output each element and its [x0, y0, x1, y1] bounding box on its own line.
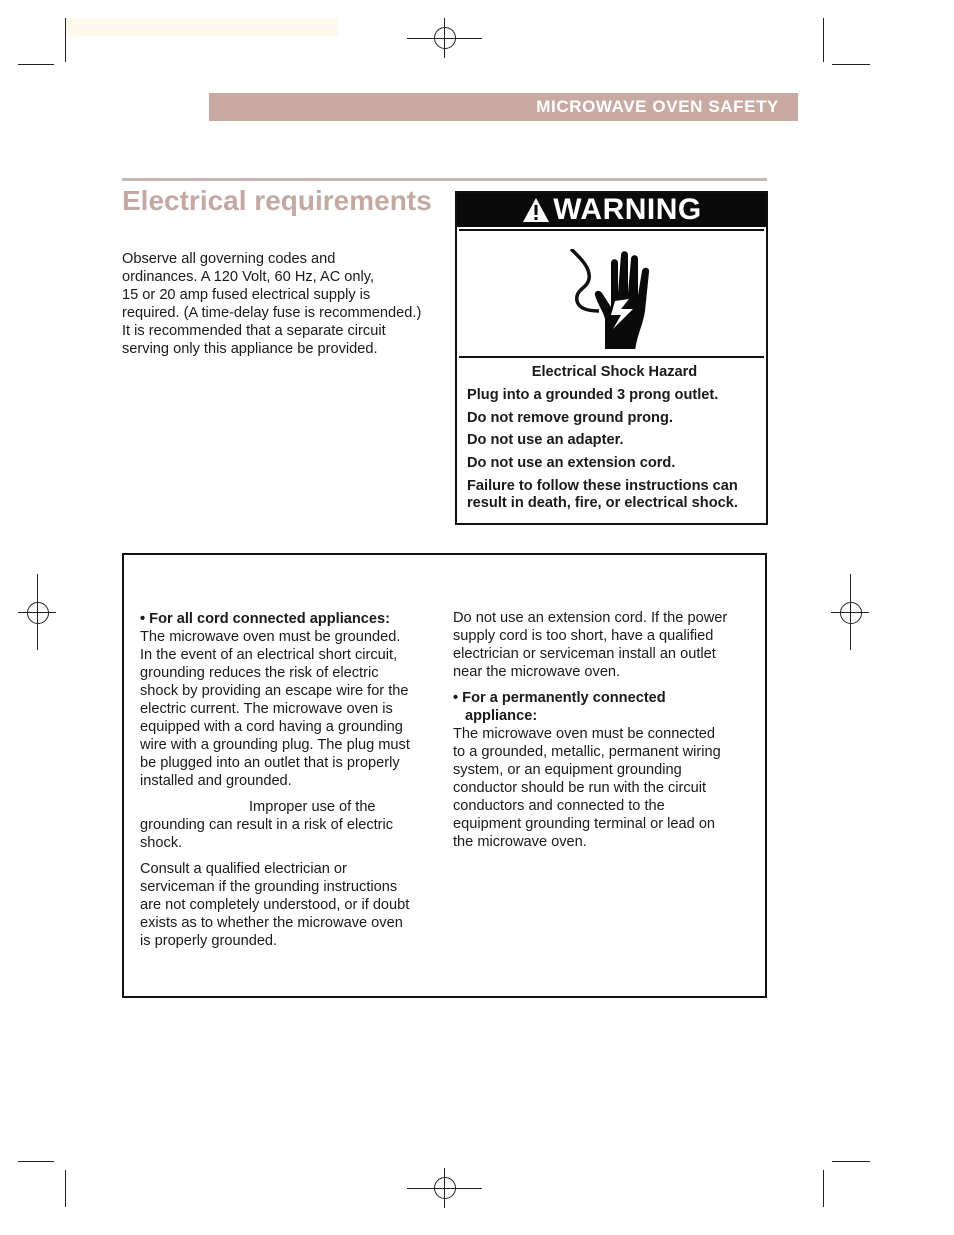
grounding-left-column — [140, 610, 440, 958]
text-line: Improper use of the — [249, 799, 376, 815]
intro-line: required. (A time-delay fuse is recommended.) — [122, 305, 422, 321]
text-line: is properly grounded. — [140, 933, 278, 949]
text-line: equipped with a cord having a grounding — [140, 719, 403, 735]
warning-text — [467, 364, 762, 518]
warning-instruction: Plug into a grounded 3 prong outlet. — [467, 386, 719, 403]
warning-triangle-icon — [521, 196, 551, 224]
text-line: equipment grounding terminal or lead on — [453, 816, 716, 832]
text-line: system, or an equipment grounding — [453, 762, 682, 778]
intro-line: ordinances. A 120 Volt, 60 Hz, AC only, — [122, 269, 375, 285]
text-line: electrician or serviceman install an outlet — [453, 646, 716, 662]
text-line: be plugged into an outlet that is properly — [140, 755, 400, 771]
registration-line — [444, 1168, 445, 1208]
consult-paragraph — [140, 860, 440, 950]
text-line: Consult a qualified electrician or — [140, 861, 347, 877]
permanent-connection-heading: appliance: — [465, 708, 538, 724]
text-line: shock. — [140, 835, 183, 851]
crop-mark — [823, 18, 824, 62]
text-line: near the microwave oven. — [453, 664, 621, 680]
permanent-connection-heading: • For a permanently connected — [453, 690, 666, 706]
intro-line: Observe all governing codes and — [122, 251, 336, 267]
warning-label: WARNING — [553, 193, 702, 226]
text-line: wire with a grounding plug. The plug must — [140, 737, 410, 753]
improper-use-paragraph — [140, 798, 440, 852]
text-line: grounding can result in a risk of electric — [140, 817, 394, 833]
crop-mark — [65, 1170, 66, 1207]
text-line: Do not use an extension cord. If the power — [453, 610, 728, 626]
intro-line: 15 or 20 amp fused electrical supply is — [122, 287, 371, 303]
grounding-right-column — [453, 609, 758, 859]
section-header-bar — [209, 93, 798, 121]
text-line: conductors and connected to the — [453, 798, 665, 814]
header-title: MICROWAVE OVEN SAFETY — [536, 97, 779, 116]
crop-mark — [823, 1170, 824, 1207]
section-title: Electrical requirements — [122, 185, 432, 216]
registration-target-icon — [840, 602, 862, 624]
text-line: exists as to whether the microwave oven — [140, 915, 403, 931]
hazard-title: Electrical Shock Hazard — [531, 364, 698, 380]
text-line: supply cord is too short, have a qualified — [453, 628, 714, 644]
permanent-connection-section — [453, 689, 758, 851]
text-line: grounding reduces the risk of electric — [140, 665, 379, 681]
text-line: are not completely understood, or if doubt — [140, 897, 410, 913]
crop-mark — [832, 1161, 870, 1162]
cord-connected-heading: • For all cord connected appliances: — [140, 611, 391, 627]
crop-mark — [18, 1161, 54, 1162]
intro-line: It is recommended that a separate circuit — [122, 323, 386, 339]
registration-line — [37, 574, 38, 650]
registration-target-icon — [27, 602, 49, 624]
warning-instruction: Do not use an adapter. — [467, 432, 624, 449]
warning-box — [455, 191, 768, 525]
intro-paragraph — [122, 250, 442, 358]
electrical-shock-hand-icon — [565, 249, 660, 349]
top-color-strip — [66, 18, 338, 36]
text-line: shock by providing an escape wire for the — [140, 683, 409, 699]
warning-instruction: Do not use an extension cord. — [467, 455, 676, 472]
text-line: the microwave oven. — [453, 834, 587, 850]
text-line: installed and grounded. — [140, 773, 292, 789]
crop-mark — [18, 64, 54, 65]
warning-header — [457, 193, 766, 227]
cord-connected-section — [140, 610, 440, 790]
intro-line: serving only this appliance be provided. — [122, 341, 378, 357]
text-line: to a grounded, metallic, permanent wiring — [453, 744, 721, 760]
text-line: The microwave oven must be connected — [453, 726, 716, 742]
extension-cord-paragraph — [453, 609, 758, 681]
text-line: The microwave oven must be grounded. — [140, 629, 401, 645]
section-divider — [122, 178, 767, 181]
text-line: conductor should be run with the circuit — [453, 780, 707, 796]
registration-line — [850, 574, 851, 650]
warning-instruction: Do not remove ground prong. — [467, 409, 673, 426]
warning-instruction: Failure to follow these instructions can result in death, fire, or electrical shock. — [467, 477, 738, 511]
registration-line — [444, 18, 445, 58]
text-line: electric current. The microwave oven is — [140, 701, 393, 717]
text-line: serviceman if the grounding instructions — [140, 879, 398, 895]
text-line: In the event of an electrical short circuit, — [140, 647, 398, 663]
shock-image-area — [459, 229, 764, 358]
crop-mark — [832, 64, 870, 65]
